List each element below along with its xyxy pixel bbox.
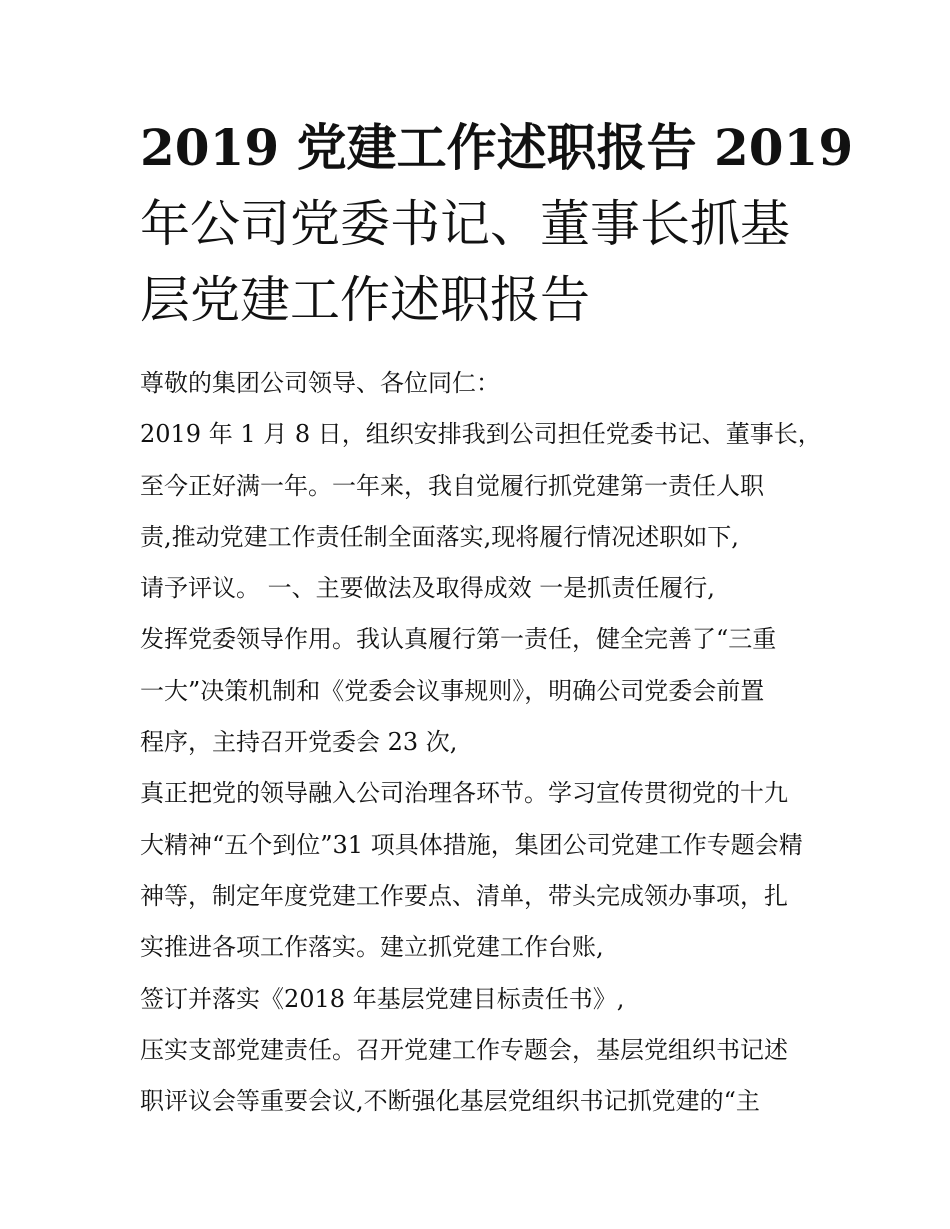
body-line: 神等，制定年度党建工作要点、清单，带头完成领办事项，扎 [140,881,788,910]
document-body [140,358,830,1127]
title-line-3: 层党建工作述职报告 [140,271,590,329]
body-line: 程序，主持召开党委会 23 次, [140,728,458,757]
document-title [140,110,854,338]
body-line: 实推进各项工作落实。建立抓党建工作台账, [140,933,604,962]
title-line-1: 2019 党建工作述职报告 2019 [140,118,854,177]
title-line-2: 年公司党委书记、董事长抓基 [140,195,790,253]
body-line: 发挥党委领导作用。我认真履行第一责任，健全完善了“三重 [140,625,777,654]
body-line: 至今正好满一年。一年来，我自觉履行抓党建第一责任人职 [140,471,764,500]
body-line: 职评议会等重要会议,不断强化基层党组织书记抓党建的“主 [140,1087,760,1116]
body-line: 一大”决策机制和《党委会议事规则》，明确公司党委会前置 [140,676,765,705]
body-line: 请予评议。 一、主要做法及取得成效 一是抓责任履行, [140,574,715,603]
body-line: 真正把党的领导融入公司治理各环节。学习宣传贯彻党的十九 [140,779,788,808]
body-line: 签订并落实《2018 年基层党建目标责任书》, [140,984,625,1013]
body-line: 压实支部党建责任。召开党建工作专题会，基层党组织书记述 [140,1035,788,1064]
body-line: 责,推动党建工作责任制全面落实,现将履行情况述职如下, [140,522,739,551]
body-line: 大精神“五个到位”31 项具体措施，集团公司党建工作专题会精 [140,830,803,859]
salutation: 尊敬的集团公司领导、各位同仁： [140,369,500,397]
body-line: 2019 年 1 月 8 日，组织安排我到公司担任党委书记、董事长， [140,420,822,449]
